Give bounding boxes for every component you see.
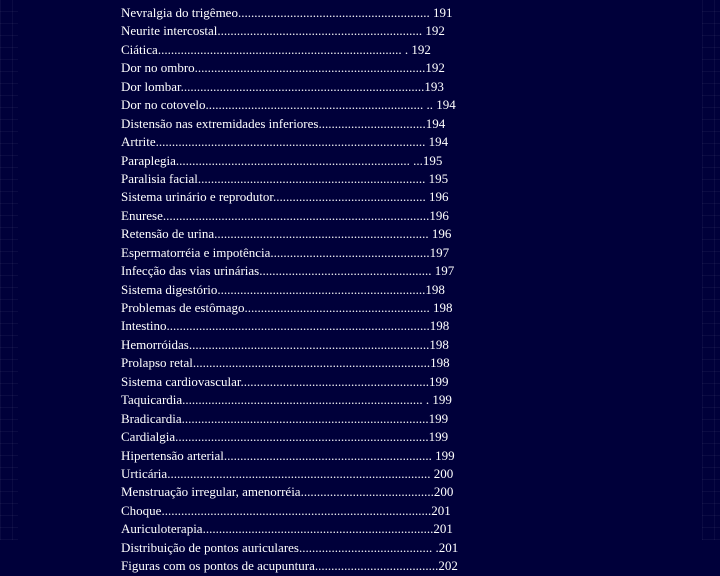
toc-line: Enurese..................................................................................196 [121,207,449,223]
toc-line: Dor lombar...........................................................................193 [121,78,444,94]
toc-line: Choque...................................................................................201 [121,502,451,518]
toc-line: Dor no ombro.......................................................................192 [121,60,445,76]
toc-line: Infecção das vias urinárias..................................................... 197 [121,263,455,279]
toc-line: Espermatorréia e impotência.................................................197 [121,244,450,260]
toc-line: Sistema urinário e reprodutor............................................... 196 [121,189,449,205]
toc-line: Paralisia facial...................................................................... 195 [121,170,449,186]
toc-line: Distribuição de pontos auriculares......................................... .201 [121,539,459,555]
table-of-contents [121,4,509,576]
toc-line: Dor no cotovelo................................................................... .. 194 [121,97,456,113]
toc-line: Prolapso retal.........................................................................198 [121,355,450,371]
decorative-left-pattern [0,0,18,540]
toc-line: Paraplegia........................................................................ ...195 [121,152,443,168]
toc-line: Hipertensão arterial................................................................ 199 [121,447,455,463]
toc-line: Problemas de estômago......................................................... 198 [121,300,453,315]
toc-line: Sistema cardiovascular..........................................................199 [121,373,449,389]
toc-line: Hemorróidas..........................................................................198 [121,336,449,352]
toc-line: Auriculoterapia.......................................................................201 [121,521,453,537]
toc-line: Sistema digestório................................................................198 [121,281,445,297]
toc-line: Taquicardia.......................................................................... . 199 [121,392,452,408]
toc-line: Intestino.................................................................................198 [121,318,450,334]
decorative-right-pattern [702,0,720,540]
toc-line: Artrite................................................................................... 194 [121,134,449,150]
toc-line: Nevralgia do trigêmeo........................................................... 191 [121,5,453,20]
toc-line: Retensão de urina.................................................................. 196 [121,226,452,242]
toc-line: Figuras com os pontos de acupuntura......................................202 [121,558,458,574]
toc-line: Ciática........................................................................... . 192 [121,41,431,57]
toc-line: Neurite intercostal............................................................... 192 [121,23,445,39]
toc-line: Menstruação irregular, amenorréia.........................................200 [121,484,454,500]
toc-line: Bradicardia............................................................................199 [121,410,449,426]
toc-line: Cardialgia..............................................................................199 [121,429,449,445]
toc-line: Distensão nas extremidades inferiores.................................194 [121,115,446,131]
toc-line: Urticária................................................................................. 200 [121,465,454,481]
